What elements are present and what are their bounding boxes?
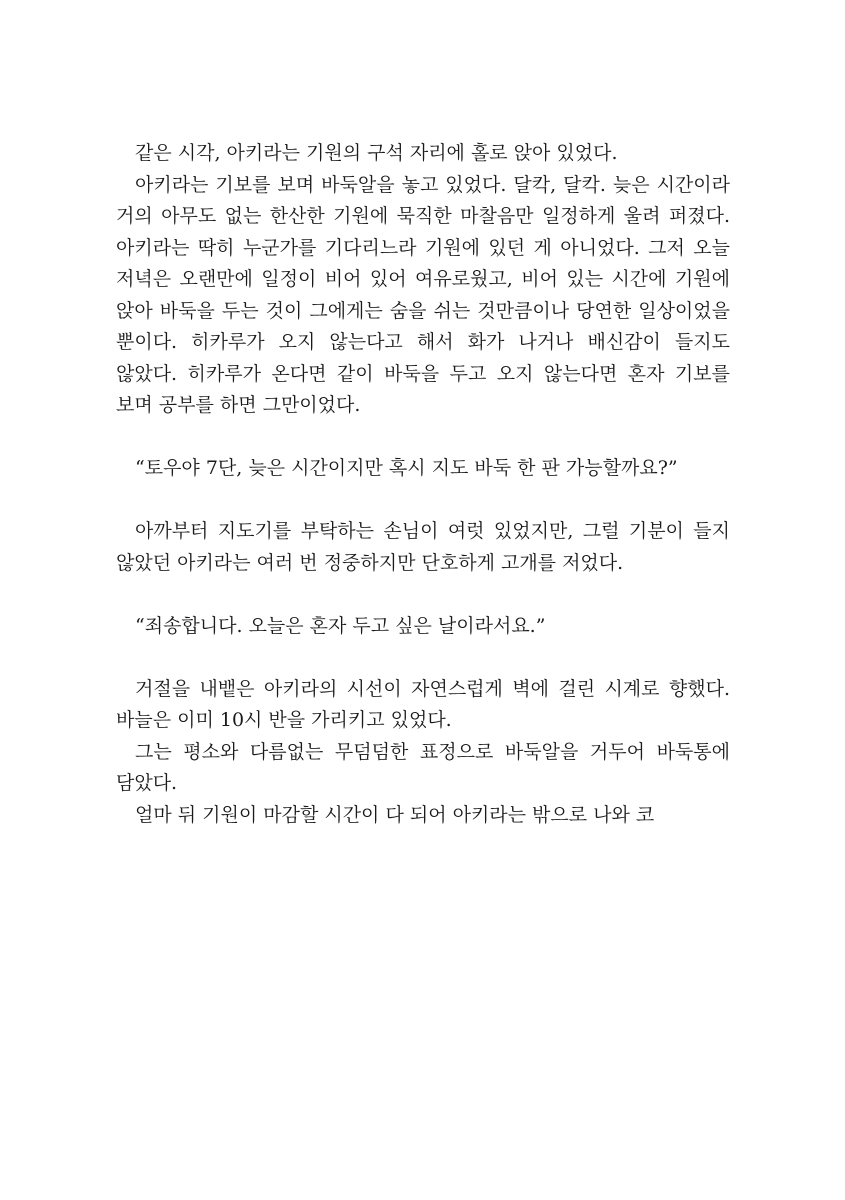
paragraph-gap	[116, 422, 730, 454]
paragraph-1: 같은 시각, 아키라는 기원의 구석 자리에 홀로 앉아 있었다.	[135, 142, 618, 164]
paragraph-3: 아까부터 지도기를 부탁하는 손님이 여럿 있었지만, 그럴 기분이 들지 않았던 아키라는 여러 번 정중하지만 단호하게 고개를 저었다.	[116, 520, 730, 574]
paragraph-gap	[116, 642, 730, 674]
paragraph-2: 아키라는 기보를 보며 바둑알을 놓고 있었다. 달칵, 달칵. 늦은 시간이라 거의 아무도 없는 한산한 기원에 묵직한 마찰음만 일정하게 울려 퍼졌다. 아키라는 딱히 누군가를 기다리느라 기원에 있던 게 아니었다. 그저 오늘 저녁은 오랜만에 일정이 비어 있어 여유로웠고, 비어 있는 시간에 기원에 앉아 바둑을 두는 것이 그에게는 숨을 쉬는 것만큼이나 당연한 일상이었을 뿐이다. 히카루가 오지 않는다고 해서 화가 나거나 배신감이 들지도 않았다. 히카루가 온다면 같이 바둑을 두고 오지 않는다면 혼자 기보를 보며 공부를 하면 그만이었다.	[116, 173, 730, 416]
dialogue-2: “죄송합니다. 오늘은 혼자 두고 싶은 날이라서요.”	[135, 614, 546, 637]
paragraph-4: 거절을 내뱉은 아키라의 시선이 자연스럽게 벽에 걸린 시계로 향했다. 바늘은 이미 10시 반을 가리키고 있었다.	[116, 677, 730, 731]
paragraph-gap	[116, 485, 730, 517]
paragraph-6: 얼마 뒤 기원이 마감할 시간이 다 되어 아키라는 밖으로 나와 코	[135, 803, 655, 826]
document-body	[116, 138, 730, 831]
dialogue-1: “토우야 7단, 늦은 시간이지만 혹시 지도 바둑 한 판 가능할까요?”	[135, 457, 678, 479]
paragraph-5: 그는 평소와 다름없는 무덤덤한 표정으로 바둑알을 거두어 바둑통에 담았다.	[116, 740, 730, 794]
paragraph-gap	[116, 579, 730, 611]
